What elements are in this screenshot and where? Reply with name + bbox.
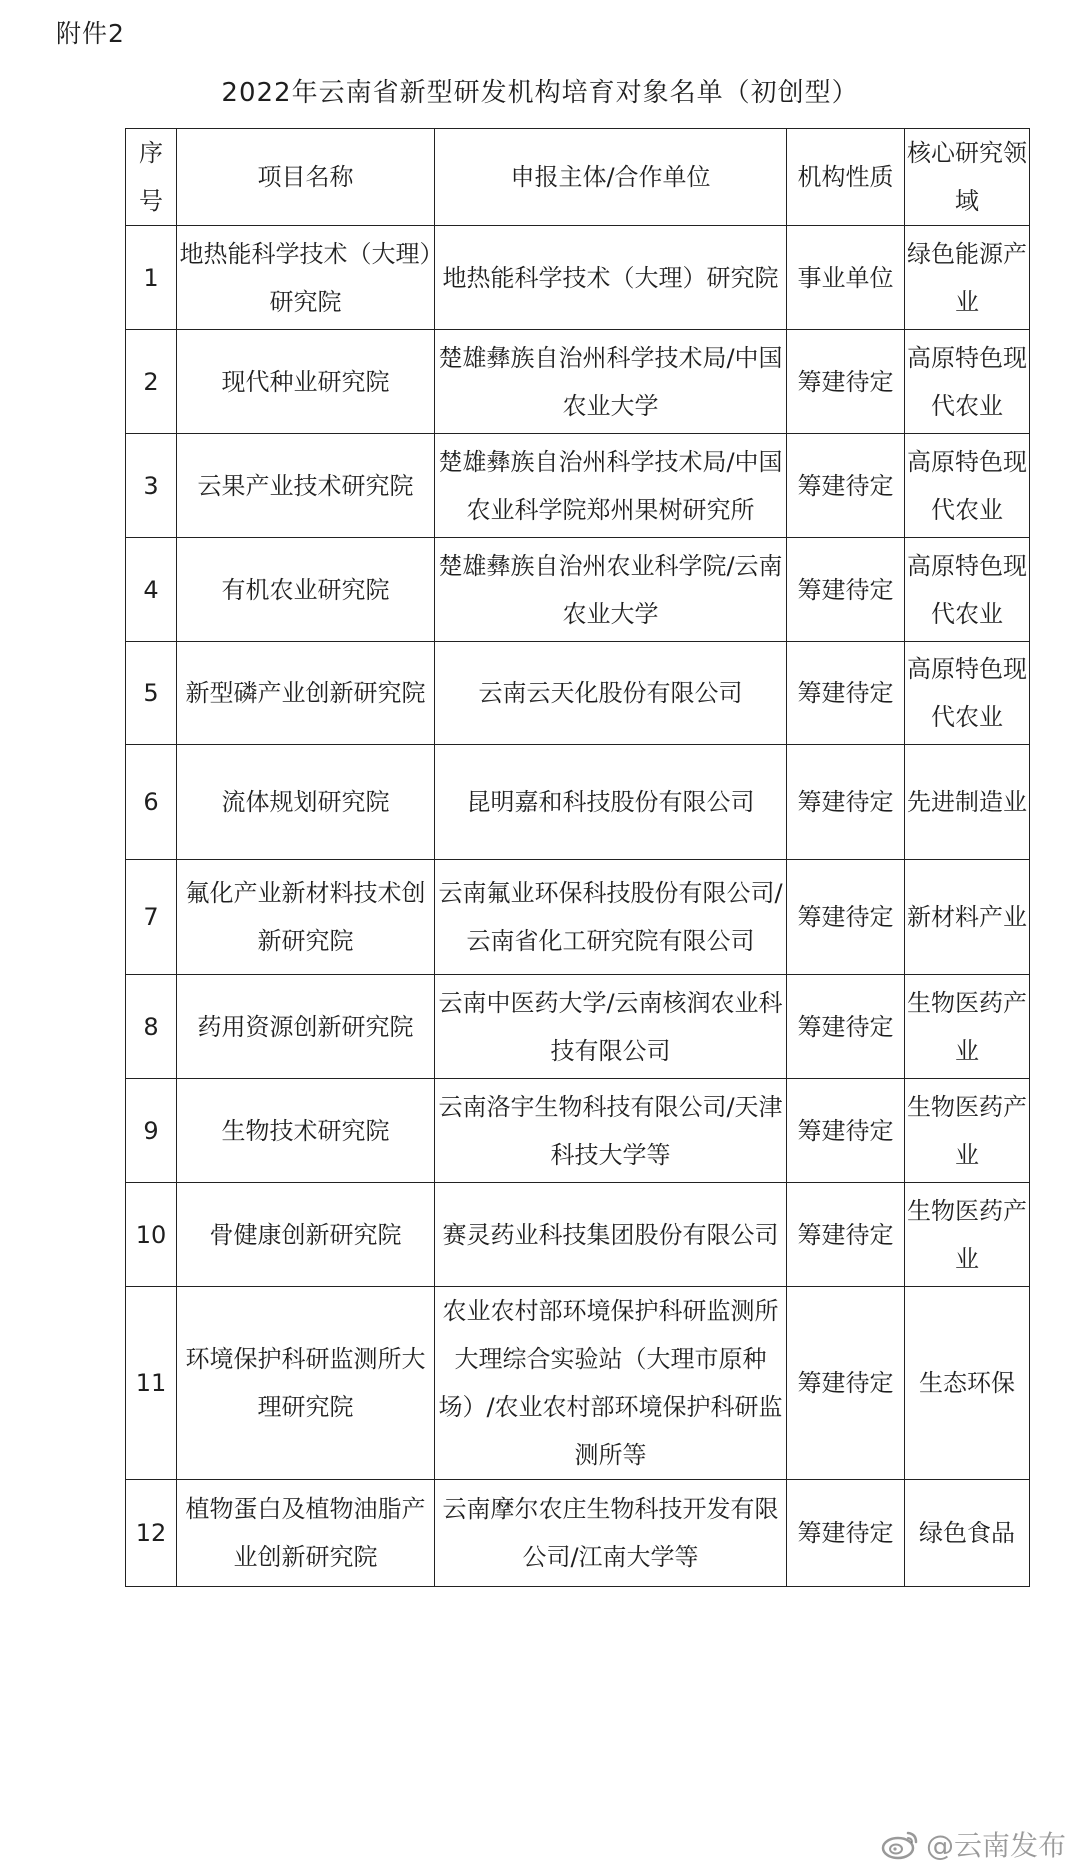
cell-type: 筹建待定 <box>787 434 905 538</box>
cell-name: 流体规划研究院 <box>177 745 435 860</box>
cell-name: 氟化产业新材料技术创新研究院 <box>177 860 435 975</box>
cell-seq: 7 <box>126 860 177 975</box>
cell-name: 地热能科学技术（大理）研究院 <box>177 226 435 330</box>
cell-type: 筹建待定 <box>787 330 905 434</box>
cell-seq: 9 <box>126 1079 177 1183</box>
cell-seq: 4 <box>126 538 177 642</box>
cell-field: 生物医药产业 <box>905 1079 1030 1183</box>
cell-field: 生物医药产业 <box>905 1183 1030 1287</box>
header-field: 核心研究领域 <box>905 129 1030 226</box>
cell-name: 生物技术研究院 <box>177 1079 435 1183</box>
cell-field: 绿色食品 <box>905 1480 1030 1587</box>
cell-org: 楚雄彝族自治州科学技术局/中国农业大学 <box>435 330 787 434</box>
cell-name: 骨健康创新研究院 <box>177 1183 435 1287</box>
cell-type: 筹建待定 <box>787 1183 905 1287</box>
cell-name: 云果产业技术研究院 <box>177 434 435 538</box>
header-org: 申报主体/合作单位 <box>435 129 787 226</box>
cell-seq: 12 <box>126 1480 177 1587</box>
cell-org: 地热能科学技术（大理）研究院 <box>435 226 787 330</box>
cell-field: 生物医药产业 <box>905 975 1030 1079</box>
cell-field: 先进制造业 <box>905 745 1030 860</box>
cell-name: 药用资源创新研究院 <box>177 975 435 1079</box>
table-row <box>126 1079 1030 1183</box>
cell-type: 筹建待定 <box>787 642 905 745</box>
table-row <box>126 642 1030 745</box>
cell-seq: 6 <box>126 745 177 860</box>
watermark-text: @云南发布 <box>925 1829 1066 1862</box>
cell-type: 筹建待定 <box>787 1480 905 1587</box>
cell-seq: 10 <box>126 1183 177 1287</box>
cell-seq: 8 <box>126 975 177 1079</box>
cell-field: 高原特色现代农业 <box>905 538 1030 642</box>
cell-field: 生态环保 <box>905 1287 1030 1480</box>
attachment-label: 附件2 <box>56 19 125 48</box>
header-type: 机构性质 <box>787 129 905 226</box>
cell-name: 植物蛋白及植物油脂产业创新研究院 <box>177 1480 435 1587</box>
cell-org: 赛灵药业科技集团股份有限公司 <box>435 1183 787 1287</box>
cell-seq: 1 <box>126 226 177 330</box>
table-row <box>126 1183 1030 1287</box>
table-header-row <box>126 129 1030 226</box>
cell-type: 筹建待定 <box>787 975 905 1079</box>
cell-org: 云南云天化股份有限公司 <box>435 642 787 745</box>
cell-type: 筹建待定 <box>787 860 905 975</box>
cell-org: 昆明嘉和科技股份有限公司 <box>435 745 787 860</box>
table-row <box>126 1480 1030 1587</box>
cell-org: 楚雄彝族自治州农业科学院/云南农业大学 <box>435 538 787 642</box>
cell-org: 云南中医药大学/云南核润农业科技有限公司 <box>435 975 787 1079</box>
header-name: 项目名称 <box>177 129 435 226</box>
table-row <box>126 975 1030 1079</box>
cell-org: 云南摩尔农庄生物科技开发有限公司/江南大学等 <box>435 1480 787 1587</box>
cell-type: 筹建待定 <box>787 538 905 642</box>
cell-name: 环境保护科研监测所大理研究院 <box>177 1287 435 1480</box>
cell-type: 筹建待定 <box>787 1287 905 1480</box>
cell-name: 新型磷产业创新研究院 <box>177 642 435 745</box>
cell-org: 楚雄彝族自治州科学技术局/中国农业科学院郑州果树研究所 <box>435 434 787 538</box>
cell-field: 新材料产业 <box>905 860 1030 975</box>
cell-org: 云南洛宇生物科技有限公司/天津科技大学等 <box>435 1079 787 1183</box>
table-row <box>126 1287 1030 1480</box>
table-row <box>126 538 1030 642</box>
cell-seq: 5 <box>126 642 177 745</box>
cell-field: 绿色能源产业 <box>905 226 1030 330</box>
cell-seq: 11 <box>126 1287 177 1480</box>
header-seq: 序号 <box>126 129 177 226</box>
cell-name: 有机农业研究院 <box>177 538 435 642</box>
cell-seq: 3 <box>126 434 177 538</box>
table-row <box>126 860 1030 975</box>
document-title: 2022年云南省新型研发机构培育对象名单（初创型） <box>221 78 859 108</box>
weibo-watermark <box>880 1824 1066 1864</box>
table-row <box>126 434 1030 538</box>
cell-type: 筹建待定 <box>787 1079 905 1183</box>
cell-field: 高原特色现代农业 <box>905 642 1030 745</box>
cell-org: 云南氟业环保科技股份有限公司/云南省化工研究院有限公司 <box>435 860 787 975</box>
cell-org: 农业农村部环境保护科研监测所大理综合实验站（大理市原种场）/农业农村部环境保护科研监测所等 <box>435 1287 787 1480</box>
table-row <box>126 330 1030 434</box>
cell-type: 事业单位 <box>787 226 905 330</box>
cell-seq: 2 <box>126 330 177 434</box>
institution-table <box>125 128 1030 1587</box>
cell-field: 高原特色现代农业 <box>905 330 1030 434</box>
cell-type: 筹建待定 <box>787 745 905 860</box>
table-row <box>126 226 1030 330</box>
weibo-logo-icon <box>880 1828 920 1860</box>
cell-field: 高原特色现代农业 <box>905 434 1030 538</box>
table-row <box>126 745 1030 860</box>
cell-name: 现代种业研究院 <box>177 330 435 434</box>
